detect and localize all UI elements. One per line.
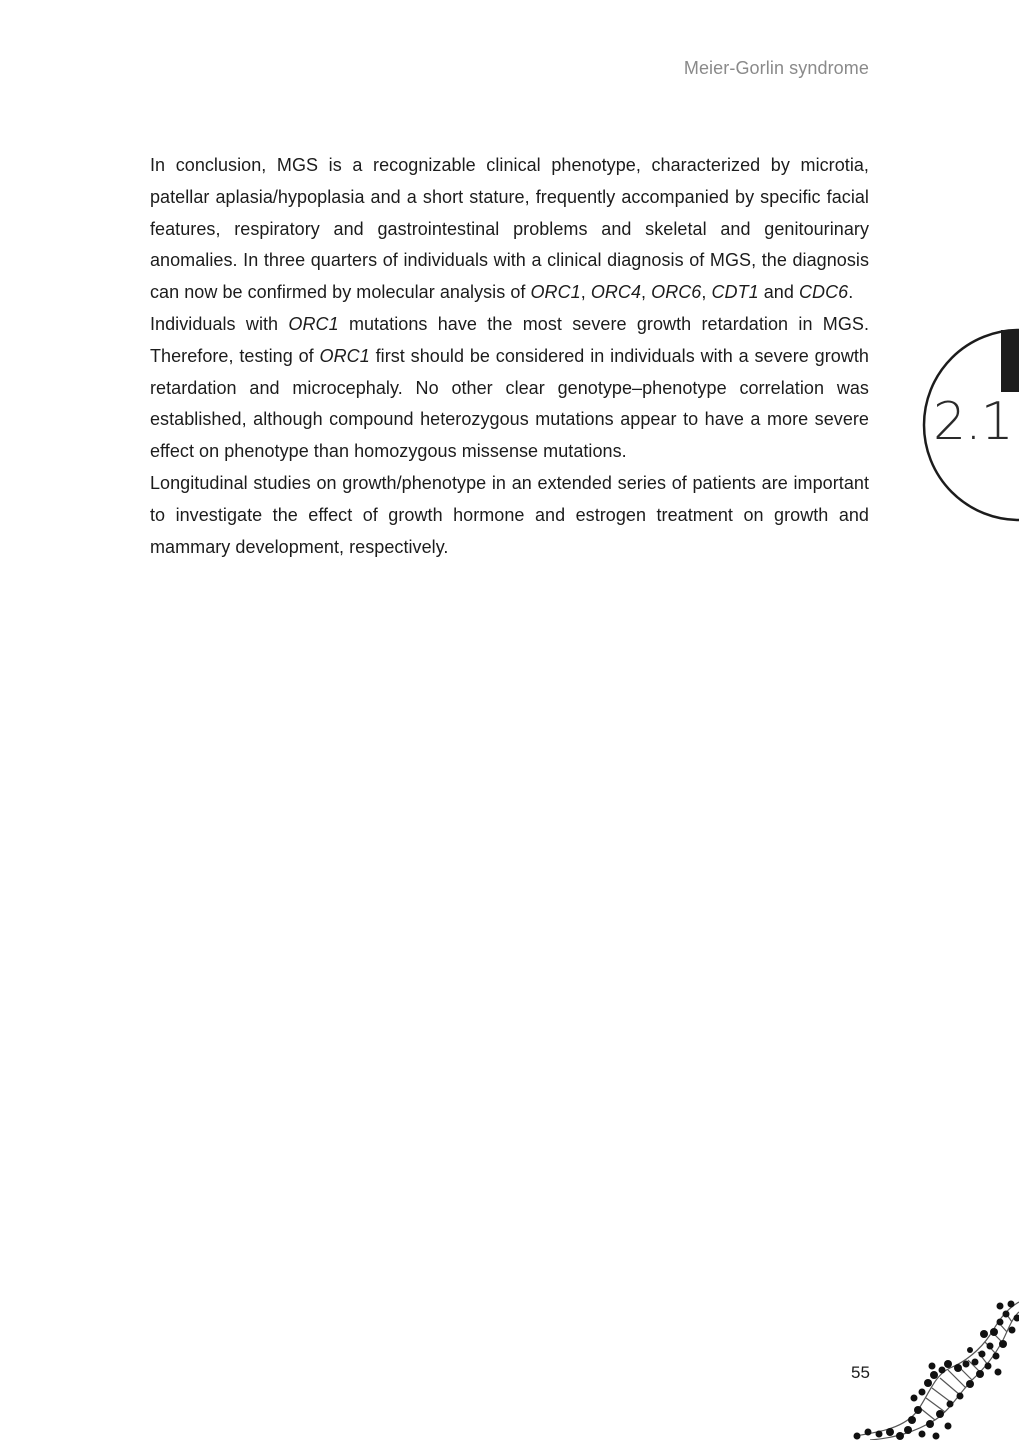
- gene-name: ORC1: [530, 282, 581, 303]
- gene-name: ORC4: [590, 282, 642, 303]
- text-segment: Longitudinal studies on growth/phenotype in an extended series of patients are important to investigate the effect of growth hormone and estrogen treatment on growth and mammary development, respectively.: [150, 472, 869, 557]
- gene-name: CDT1: [711, 282, 759, 303]
- body-text: [150, 150, 869, 563]
- text-segment: first should be considered in individuals with a severe growth retardation and microcephaly. No other clear genotype–phenotype correlation was established, although compound heterozygous mutations appear to have a more severe effect on phenotype than homozygous missense mutations.: [150, 345, 869, 462]
- paragraph-longitudinal: [150, 468, 869, 563]
- text-segment: ,: [701, 282, 712, 303]
- gene-name: ORC6: [651, 282, 702, 303]
- page-number: 55: [851, 1363, 870, 1382]
- text-segment: ,: [580, 282, 591, 303]
- gene-name: ORC1: [319, 345, 370, 366]
- text-segment: In conclusion, MGS is a recognizable clinical phenotype, characterized by microtia, patellar aplasia/hypoplasia and a short stature, frequently accompanied by specific facial features, respiratory and gastrointestinal problems and skeletal and genitourinary anomalies. In three quarters of individuals with a clinical diagnosis of MGS, the diagnosis can now be confirmed by molecular analysis of: [150, 155, 869, 303]
- text-segment: Individuals with: [150, 313, 289, 334]
- text-segment: ,: [641, 282, 652, 303]
- chapter-number: 2.1: [933, 392, 1013, 452]
- gene-name: ORC1: [288, 313, 339, 334]
- paragraph-conclusion: [150, 150, 869, 309]
- text-segment: and: [758, 282, 799, 303]
- paragraph-orc1: [150, 309, 869, 468]
- text-segment: .: [848, 282, 854, 303]
- running-header: Meier-Gorlin syndrome: [683, 58, 869, 78]
- text-segment: mutations have the most severe growth retardation in MGS. Therefore, testing of: [150, 313, 870, 366]
- gene-name: CDC6: [798, 282, 849, 303]
